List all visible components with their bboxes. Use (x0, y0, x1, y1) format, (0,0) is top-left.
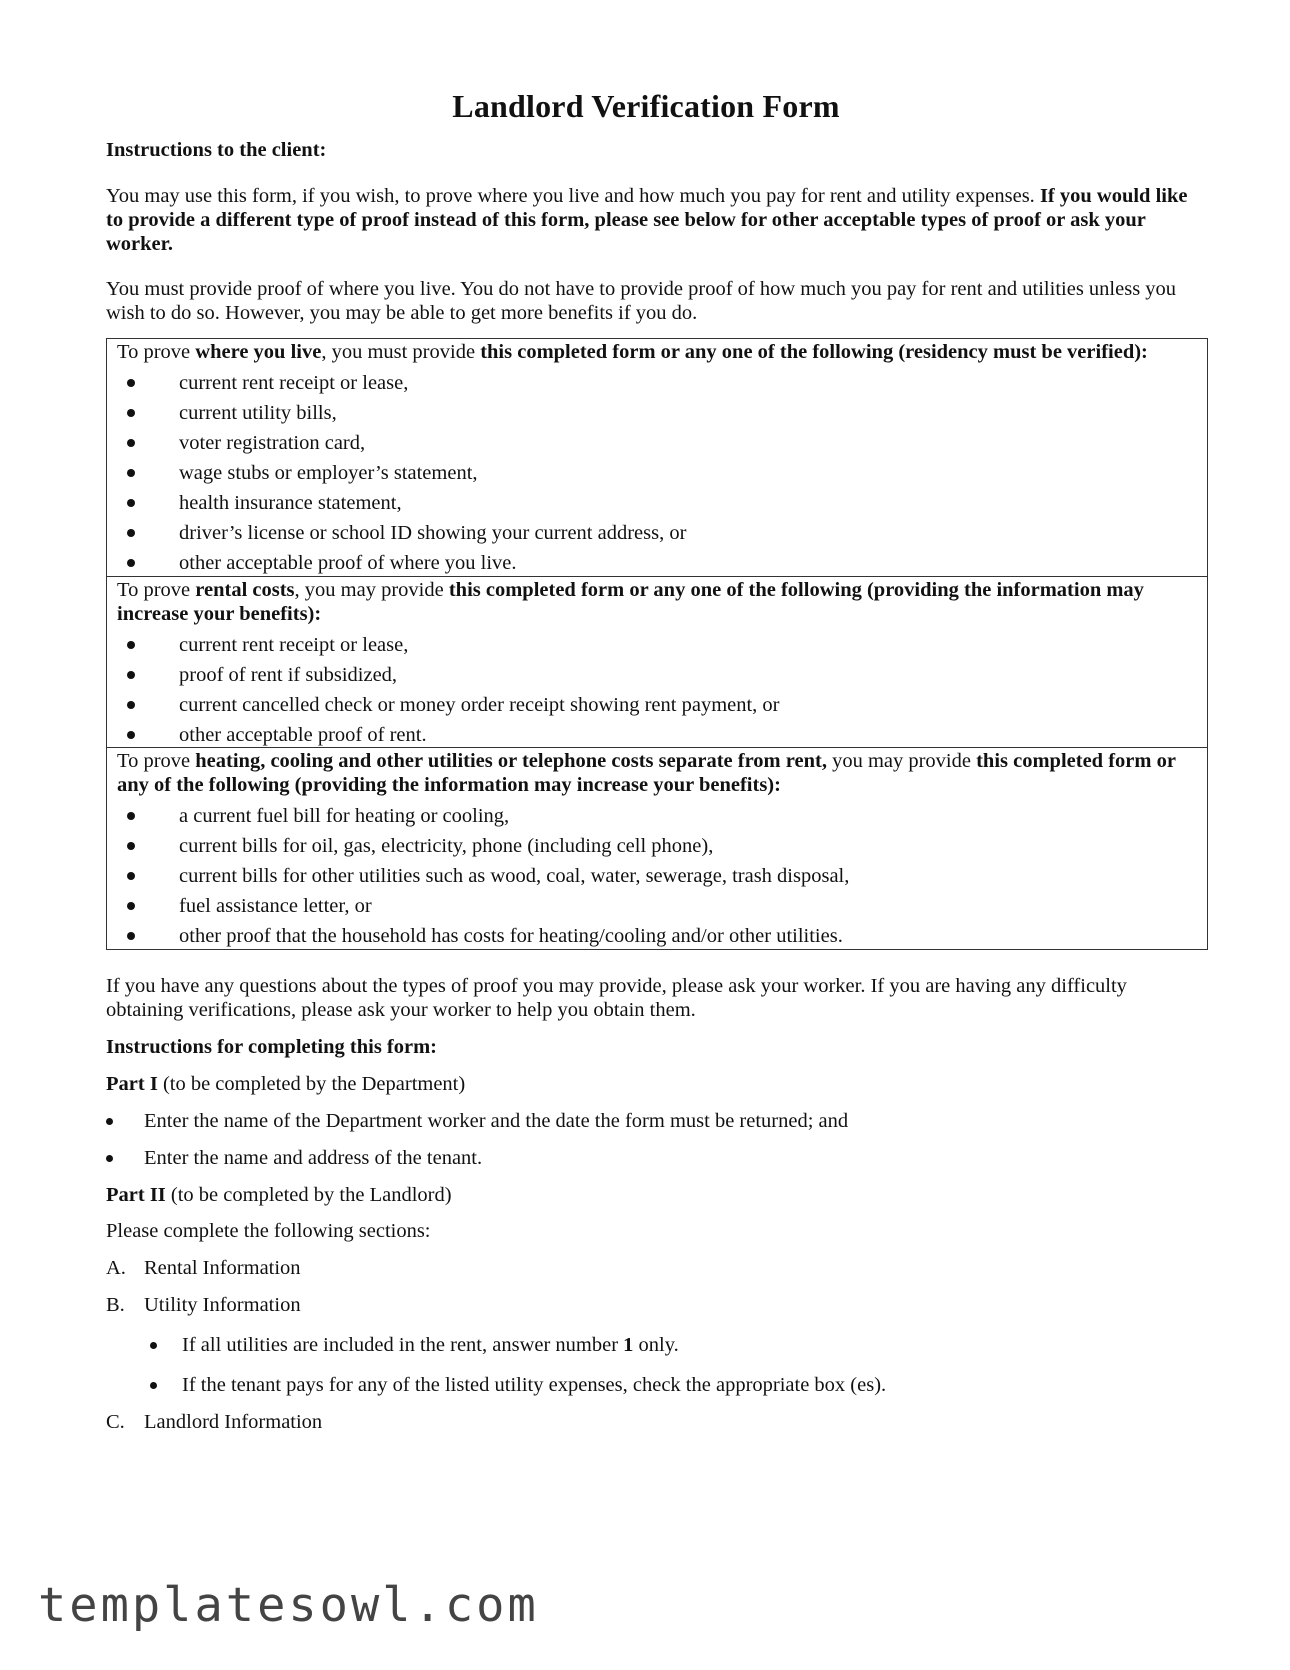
bullet-icon (127, 499, 135, 507)
list-item: voter registration card, (117, 428, 1197, 458)
bullet-icon (127, 529, 135, 537)
residency-heading: To prove where you live, you must provide this completed form or any one of the following (residency must be verified): (117, 341, 1148, 363)
rental-costs-heading: To prove rental costs, you may provide this completed form or any one of the following (providing the information may increase your benefits): (117, 579, 1144, 625)
list-item: other acceptable proof of rent. (117, 720, 1197, 750)
list-item: other acceptable proof of where you live. (117, 548, 1197, 578)
list-item: proof of rent if subsidized, (117, 660, 1197, 690)
bullet-icon (127, 439, 135, 447)
list-item: current utility bills, (117, 398, 1197, 428)
part1-heading: Part I (to be completed by the Department) (106, 1073, 466, 1095)
bullet-icon (127, 409, 135, 417)
list-item: current rent receipt or lease, (117, 630, 1197, 660)
proof-requirements-box (106, 338, 1208, 950)
bullet-icon (127, 379, 135, 387)
list-item: health insurance statement, (117, 488, 1197, 518)
bullet-icon (127, 641, 135, 649)
list-item: wage stubs or employer’s statement, (117, 458, 1197, 488)
utilities-heading: To prove heating, cooling and other utilities or telephone costs separate from rent, you may provide this completed form or any of the following (providing the information may increase your benefits): (117, 750, 1176, 796)
utilities-proof-list (117, 801, 1197, 951)
part2-heading: Part II (to be completed by the Landlord) (106, 1184, 452, 1206)
bullet-icon (127, 731, 135, 739)
bullet-icon (127, 932, 135, 940)
questions-paragraph: If you have any questions about the types of proof you may provide, please ask your worker. If you are having any difficulty obtaining verifications, please ask your worker to help you obtain them. (106, 975, 1127, 1021)
bullet-icon (127, 872, 135, 880)
bullet-icon (127, 469, 135, 477)
list-item: driver’s license or school ID showing your current address, or (117, 518, 1197, 548)
bullet-icon (127, 671, 135, 679)
bullet-icon (127, 842, 135, 850)
bullet-icon (127, 701, 135, 709)
list-item: current bills for other utilities such as wood, coal, water, sewerage, trash disposal, (117, 861, 1197, 891)
completing-instructions-heading: Instructions for completing this form: (106, 1036, 438, 1058)
list-item: current cancelled check or money order receipt showing rent payment, or (117, 690, 1197, 720)
watermark-text: templatesowl.com (38, 1578, 539, 1633)
residency-section (107, 339, 1207, 577)
bullet-icon (150, 1382, 157, 1389)
rental-proof-list (117, 630, 1197, 750)
list-item: other proof that the household has costs for heating/cooling and/or other utilities. (117, 921, 1197, 951)
bullet-icon (127, 812, 135, 820)
client-instructions-heading: Instructions to the client: (106, 139, 327, 161)
bullet-icon (150, 1342, 157, 1349)
client-instructions-para1: You may use this form, if you wish, to prove where you live and how much you pay for rent and utility expenses. If you would like to provide a different type of proof instead of this form, please see below for other acceptable types of proof or ask your worker. (106, 185, 1188, 255)
bullet-icon (127, 559, 135, 567)
bullet-icon (106, 1155, 113, 1162)
list-item: current rent receipt or lease, (117, 368, 1197, 398)
list-item: current bills for oil, gas, electricity, phone (including cell phone), (117, 831, 1197, 861)
bullet-icon (106, 1118, 113, 1125)
rental-costs-section (107, 577, 1207, 748)
list-item: a current fuel bill for heating or cooling, (117, 801, 1197, 831)
client-instructions-para2: You must provide proof of where you live. You do not have to provide proof of how much you pay for rent and utilities unless you wish to do so. However, you may be able to get more benefits if you do. (106, 278, 1177, 324)
utilities-section (107, 748, 1207, 949)
page-title: Landlord Verification Form (452, 88, 840, 124)
sections-intro: Please complete the following sections: (106, 1220, 431, 1242)
list-item: fuel assistance letter, or (117, 891, 1197, 921)
residency-proof-list (117, 368, 1197, 578)
bullet-icon (127, 902, 135, 910)
